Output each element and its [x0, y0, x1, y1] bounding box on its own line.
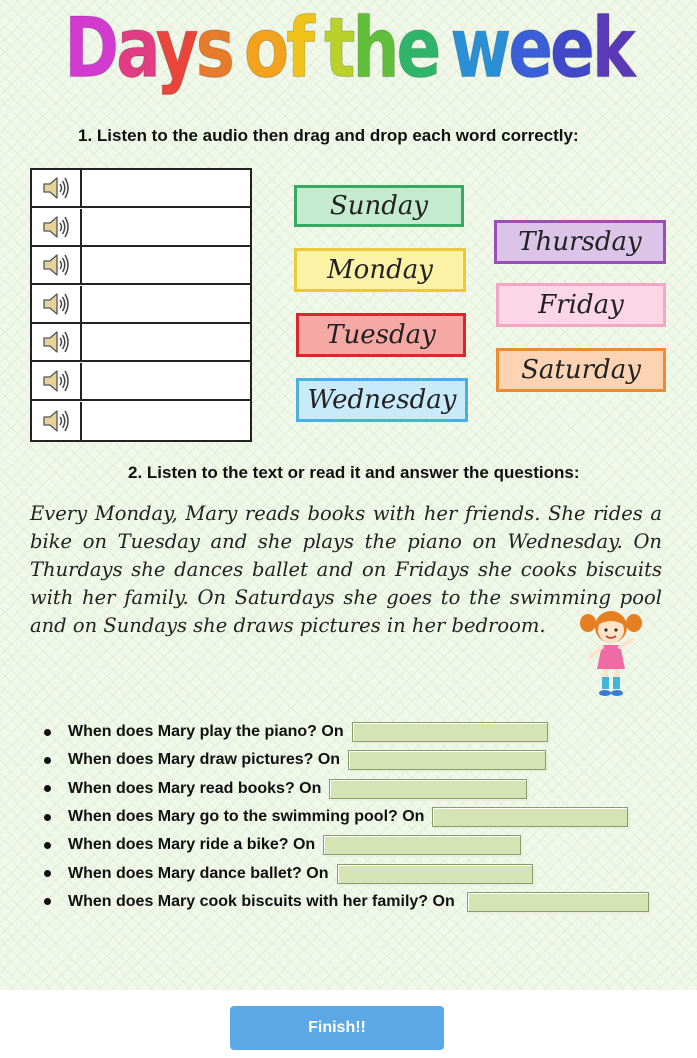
table-row — [32, 363, 250, 401]
drop-zone[interactable] — [82, 170, 250, 206]
list-item — [44, 831, 649, 859]
speaker-icon[interactable] — [32, 247, 82, 283]
question-text: When does Mary read books? On — [68, 779, 322, 797]
speaker-icon[interactable] — [32, 209, 82, 245]
story-text: Every Monday, Mary reads books with her friends. She rides a bike on Tuesday and she plays the piano on Wednesday. On Thurdays she dances ballet and on Fridays she cooks biscuits with her family. On Saturdays she goes to the swimming pool and on Sundays she draws pictures in her bedroom. — [30, 502, 662, 637]
section-2-heading: 2. Listen to the text or read it and answer the questions: — [128, 463, 580, 482]
list-item — [44, 746, 649, 774]
drop-zone[interactable] — [82, 363, 250, 399]
answer-input[interactable] — [432, 807, 628, 827]
question-text: When does Mary dance ballet? On — [68, 864, 329, 882]
answer-input[interactable] — [329, 779, 527, 799]
table-row — [32, 286, 250, 324]
list-item — [44, 888, 649, 916]
question-text: When does Mary play the piano? On — [68, 723, 344, 741]
word-card-saturday[interactable]: Saturday — [496, 348, 666, 392]
bullet — [44, 898, 51, 905]
drop-zone[interactable] — [82, 402, 250, 440]
drop-zone[interactable] — [82, 286, 250, 322]
worksheet-title: Days of the week — [64, 0, 633, 97]
bullet — [44, 814, 51, 821]
table-row — [32, 170, 250, 208]
table-row — [32, 324, 250, 362]
speaker-icon[interactable] — [32, 402, 82, 440]
word-card-monday[interactable]: Monday — [294, 248, 466, 292]
answer-input[interactable] — [323, 835, 521, 855]
table-row — [32, 247, 250, 285]
drop-zone[interactable] — [82, 209, 250, 245]
girl-illustration — [580, 605, 642, 700]
finish-button[interactable]: Finish!! — [230, 1006, 444, 1050]
answer-input[interactable] — [348, 750, 546, 770]
answer-input[interactable] — [467, 892, 649, 912]
speaker-icon[interactable] — [32, 286, 82, 322]
word-card-thursday[interactable]: Thursday — [494, 220, 666, 264]
bullet — [44, 729, 51, 736]
question-text: When does Mary cook biscuits with her family? On — [68, 892, 455, 910]
word-card-sunday[interactable]: Sunday — [294, 185, 464, 227]
speaker-icon[interactable] — [32, 170, 82, 206]
question-text: When does Mary ride a bike? On — [68, 836, 316, 854]
bullet — [44, 785, 51, 792]
word-card-wednesday[interactable]: Wednesday — [296, 378, 468, 422]
speaker-icon[interactable] — [32, 363, 82, 399]
bullet — [44, 870, 51, 877]
drop-zone[interactable] — [82, 324, 250, 360]
answer-input[interactable] — [352, 722, 548, 742]
table-row — [32, 402, 250, 440]
list-item — [44, 775, 649, 803]
answer-table — [30, 168, 252, 442]
drop-zone[interactable] — [82, 247, 250, 283]
list-item — [44, 859, 649, 887]
answer-input[interactable] — [337, 864, 533, 884]
bullet — [44, 757, 51, 764]
word-card-friday[interactable]: Friday — [496, 283, 666, 327]
list-item — [44, 803, 649, 831]
word-card-tuesday[interactable]: Tuesday — [296, 313, 466, 357]
question-text: When does Mary draw pictures? On — [68, 751, 341, 769]
question-text: When does Mary go to the swimming pool? On — [68, 808, 425, 826]
question-list — [44, 718, 649, 916]
section-1-heading: 1. Listen to the audio then drag and drop each word correctly: — [78, 126, 579, 145]
table-row — [32, 209, 250, 247]
bullet — [44, 842, 51, 849]
speaker-icon[interactable] — [32, 324, 82, 360]
list-item — [44, 718, 649, 746]
